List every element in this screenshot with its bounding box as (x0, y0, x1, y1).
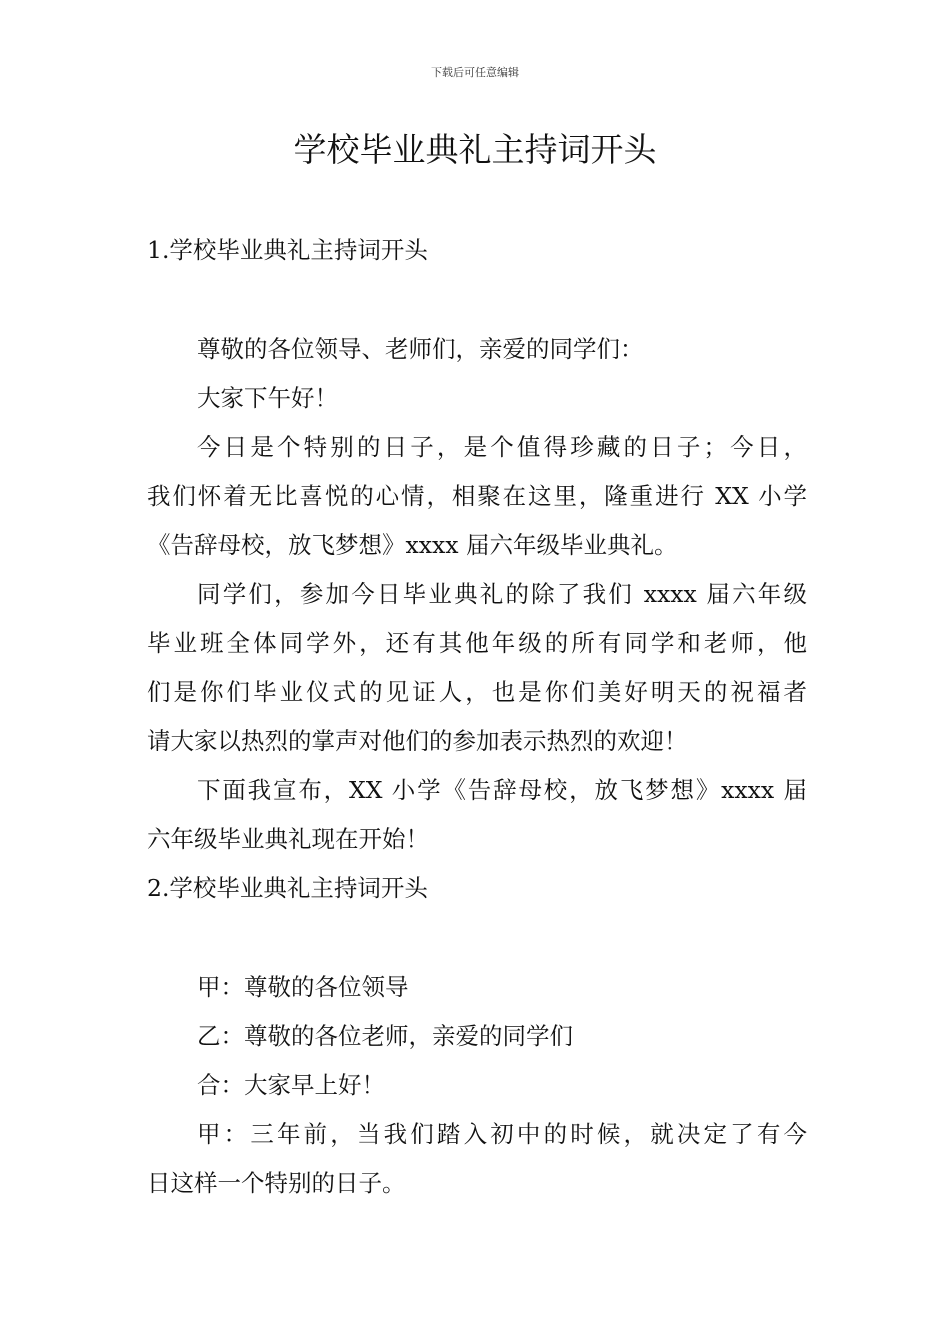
paragraph-line: 《告辞母校，放飞梦想》xxxx 届六年级毕业典礼。 (147, 531, 678, 559)
paragraph-line: 下面我宣布，XX 小学《告辞母校，放飞梦想》xxxx 届 (197, 776, 807, 804)
spacer (147, 913, 807, 963)
paragraph-line: 今日是个特别的日子，是个值得珍藏的日子；今日， (197, 433, 807, 461)
dialogue-line-b: 乙：尊敬的各位老师，亲爱的同学们 (197, 1022, 573, 1050)
paragraph-line: 同学们，参加今日毕业典礼的除了我们 xxxx 届六年级 (197, 580, 807, 608)
paragraph-line: 请大家以热烈的掌声对他们的参加表示热烈的欢迎！ (147, 727, 688, 755)
hello-line: 大家下午好！ (197, 384, 338, 412)
greeting-line: 尊敬的各位领导、老师们，亲爱的同学们： (197, 335, 644, 363)
paragraph-line: 日这样一个特别的日子。 (147, 1169, 406, 1197)
paragraph-line: 我们怀着无比喜悦的心情，相聚在这里，隆重进行 XX 小学 (147, 482, 807, 510)
section-heading-2: 2.学校毕业典礼主持词开头 (147, 874, 428, 902)
dialogue-line-c: 合：大家早上好！ (197, 1071, 385, 1099)
spacer (147, 275, 807, 325)
document-body (147, 226, 807, 1208)
dialogue-line-a: 甲：尊敬的各位领导 (197, 973, 409, 1001)
paragraph-line: 甲：三年前，当我们踏入初中的时候，就决定了有今 (197, 1120, 807, 1148)
header-note: 下载后可任意编辑 (431, 66, 519, 79)
paragraph-line: 毕业班全体同学外，还有其他年级的所有同学和老师，他 (147, 629, 807, 657)
paragraph-line: 六年级毕业典礼现在开始！ (147, 825, 429, 853)
section-heading-1: 1.学校毕业典礼主持词开头 (147, 236, 428, 264)
document-title: 学校毕业典礼主持词开头 (293, 130, 657, 169)
paragraph-line: 们是你们毕业仪式的见证人，也是你们美好明天的祝福者 (147, 678, 807, 706)
